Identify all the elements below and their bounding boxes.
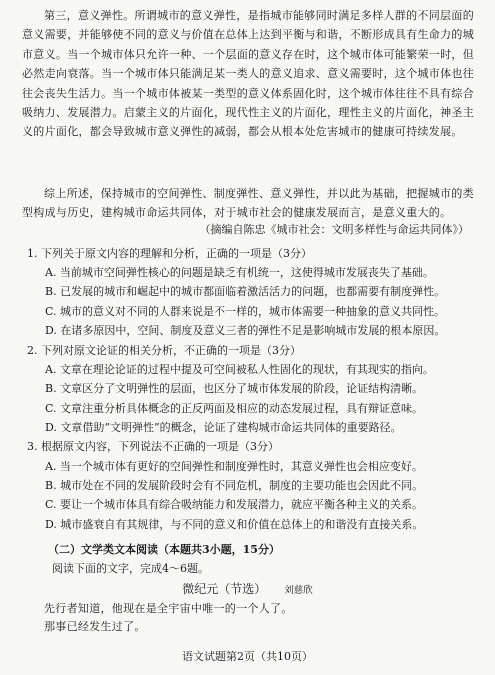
story-title: 微纪元（节选） <box>182 582 267 596</box>
question-2-option-d: D. 文章借助“文明弹性”的概念，论证了建构城市命运共同体的重要路径。 <box>45 421 402 434</box>
question-1-option-a: A. 当前城市空间弹性核心的问题是缺乏有机统一，这使得城市发展丧失了基础。 <box>45 266 434 279</box>
question-3-stem: 3. 根据原文内容，下列说法不正确的一项是（3分） <box>27 440 279 453</box>
passage-paragraph-meaning-elasticity: 第三，意义弹性。所谓城市的意义弹性，是指城市能够同时满足多样人群的不同层面的意义需要，并能够使不同的意义与价值在总体上达到平衡与和谐，不断形成具有生命力的城市意义。当一个城市体只允许一种、一个层面的意义存在时，这个城市体可能繁荣一时，但必然走向衰落。当一个城市体只能满足某一类人的意义追求、意义需要时，这个城市体也往往会丧失生活力。当一个城市体被某一类型的意义体系固化时，这个城市体往往不具有综合吸纳力、发展潜力。启蒙主义的片面化，现代性主义的片面化，理性主义的片面化，神圣主义的片面化，都会导致城市意义弹性的减弱，都会从根本处危害城市的健康可持续发展。 <box>22 9 474 139</box>
question-3-option-c: C. 要让一个城市体具有综合吸纳能力和发展潜力，就应平衡各种主义的关系。 <box>45 498 424 511</box>
question-3-option-a: A. 当一个城市体有更好的空间弹性和制度弹性时，其意义弹性也会相应变好。 <box>45 460 423 473</box>
section-instruction: 阅读下面的文字，完成4～6题。 <box>52 562 209 575</box>
question-1-option-c: C. 城市的意义对不同的人群来说是不一样的，城市体需要一种抽象的意义共同性。 <box>45 305 446 318</box>
question-2-option-b: B. 文章区分了文明弹性的层面，也区分了城市体发展的阶段，论证结构清晰。 <box>45 382 424 395</box>
passage-source: （摘编自陈忠《城市社会：文明多样性与命运共同体》） <box>199 223 469 236</box>
question-3-option-b: B. 城市处在不同的发展阶段时会有不同危机，制度的主要功能也会因此不同。 <box>45 479 424 492</box>
question-1-option-b: B. 已发展的城市和崛起中的城市都面临着激活活力的问题，也都需要有制度弹性。 <box>45 285 446 298</box>
question-1-stem: 1. 下列关于原文内容的理解和分析，正确的一项是（3分） <box>27 247 312 260</box>
passage-paragraph-summary: 综上所述，保持城市的空间弹性、制度弹性、意义弹性，并以此为基础，把握城市的类型构成与历史，建构城市命运共同体，对于城市社会的健康发展而言，是意义重大的。 <box>22 187 474 220</box>
story-line-1: 先行者知道，他现在是全宇宙中唯一的一个人了。 <box>44 602 293 615</box>
page-footer: 语文试题第2页（共10页） <box>182 650 313 663</box>
question-2-option-a: A. 文章在理论论证的过程中提及可空间被私人性固化的现状，有其现实的指向。 <box>45 363 434 376</box>
question-2-option-c: C. 文章注重分析具体概念的正反两面及相应的动态发展过程，具有辩证意味。 <box>45 402 424 415</box>
section-heading: （二）文学类文本阅读（本题共3小题，15分） <box>48 543 280 556</box>
question-1-option-d: D. 在诸多原因中，空间、制度及意义三者的弹性不足是影响城市发展的根本原因。 <box>45 324 446 337</box>
question-3-option-d: D. 城市盛衰自有其规律，与不同的意义和价值在总体上的和谐没有直接关系。 <box>45 518 424 531</box>
story-title-line <box>0 580 495 600</box>
question-2-stem: 2. 下列对原文论证的相关分析，不正确的一项是（3分） <box>27 344 301 357</box>
story-author: 刘慈欣 <box>284 585 313 596</box>
story-line-2: 那事已经发生过了。 <box>44 620 146 633</box>
